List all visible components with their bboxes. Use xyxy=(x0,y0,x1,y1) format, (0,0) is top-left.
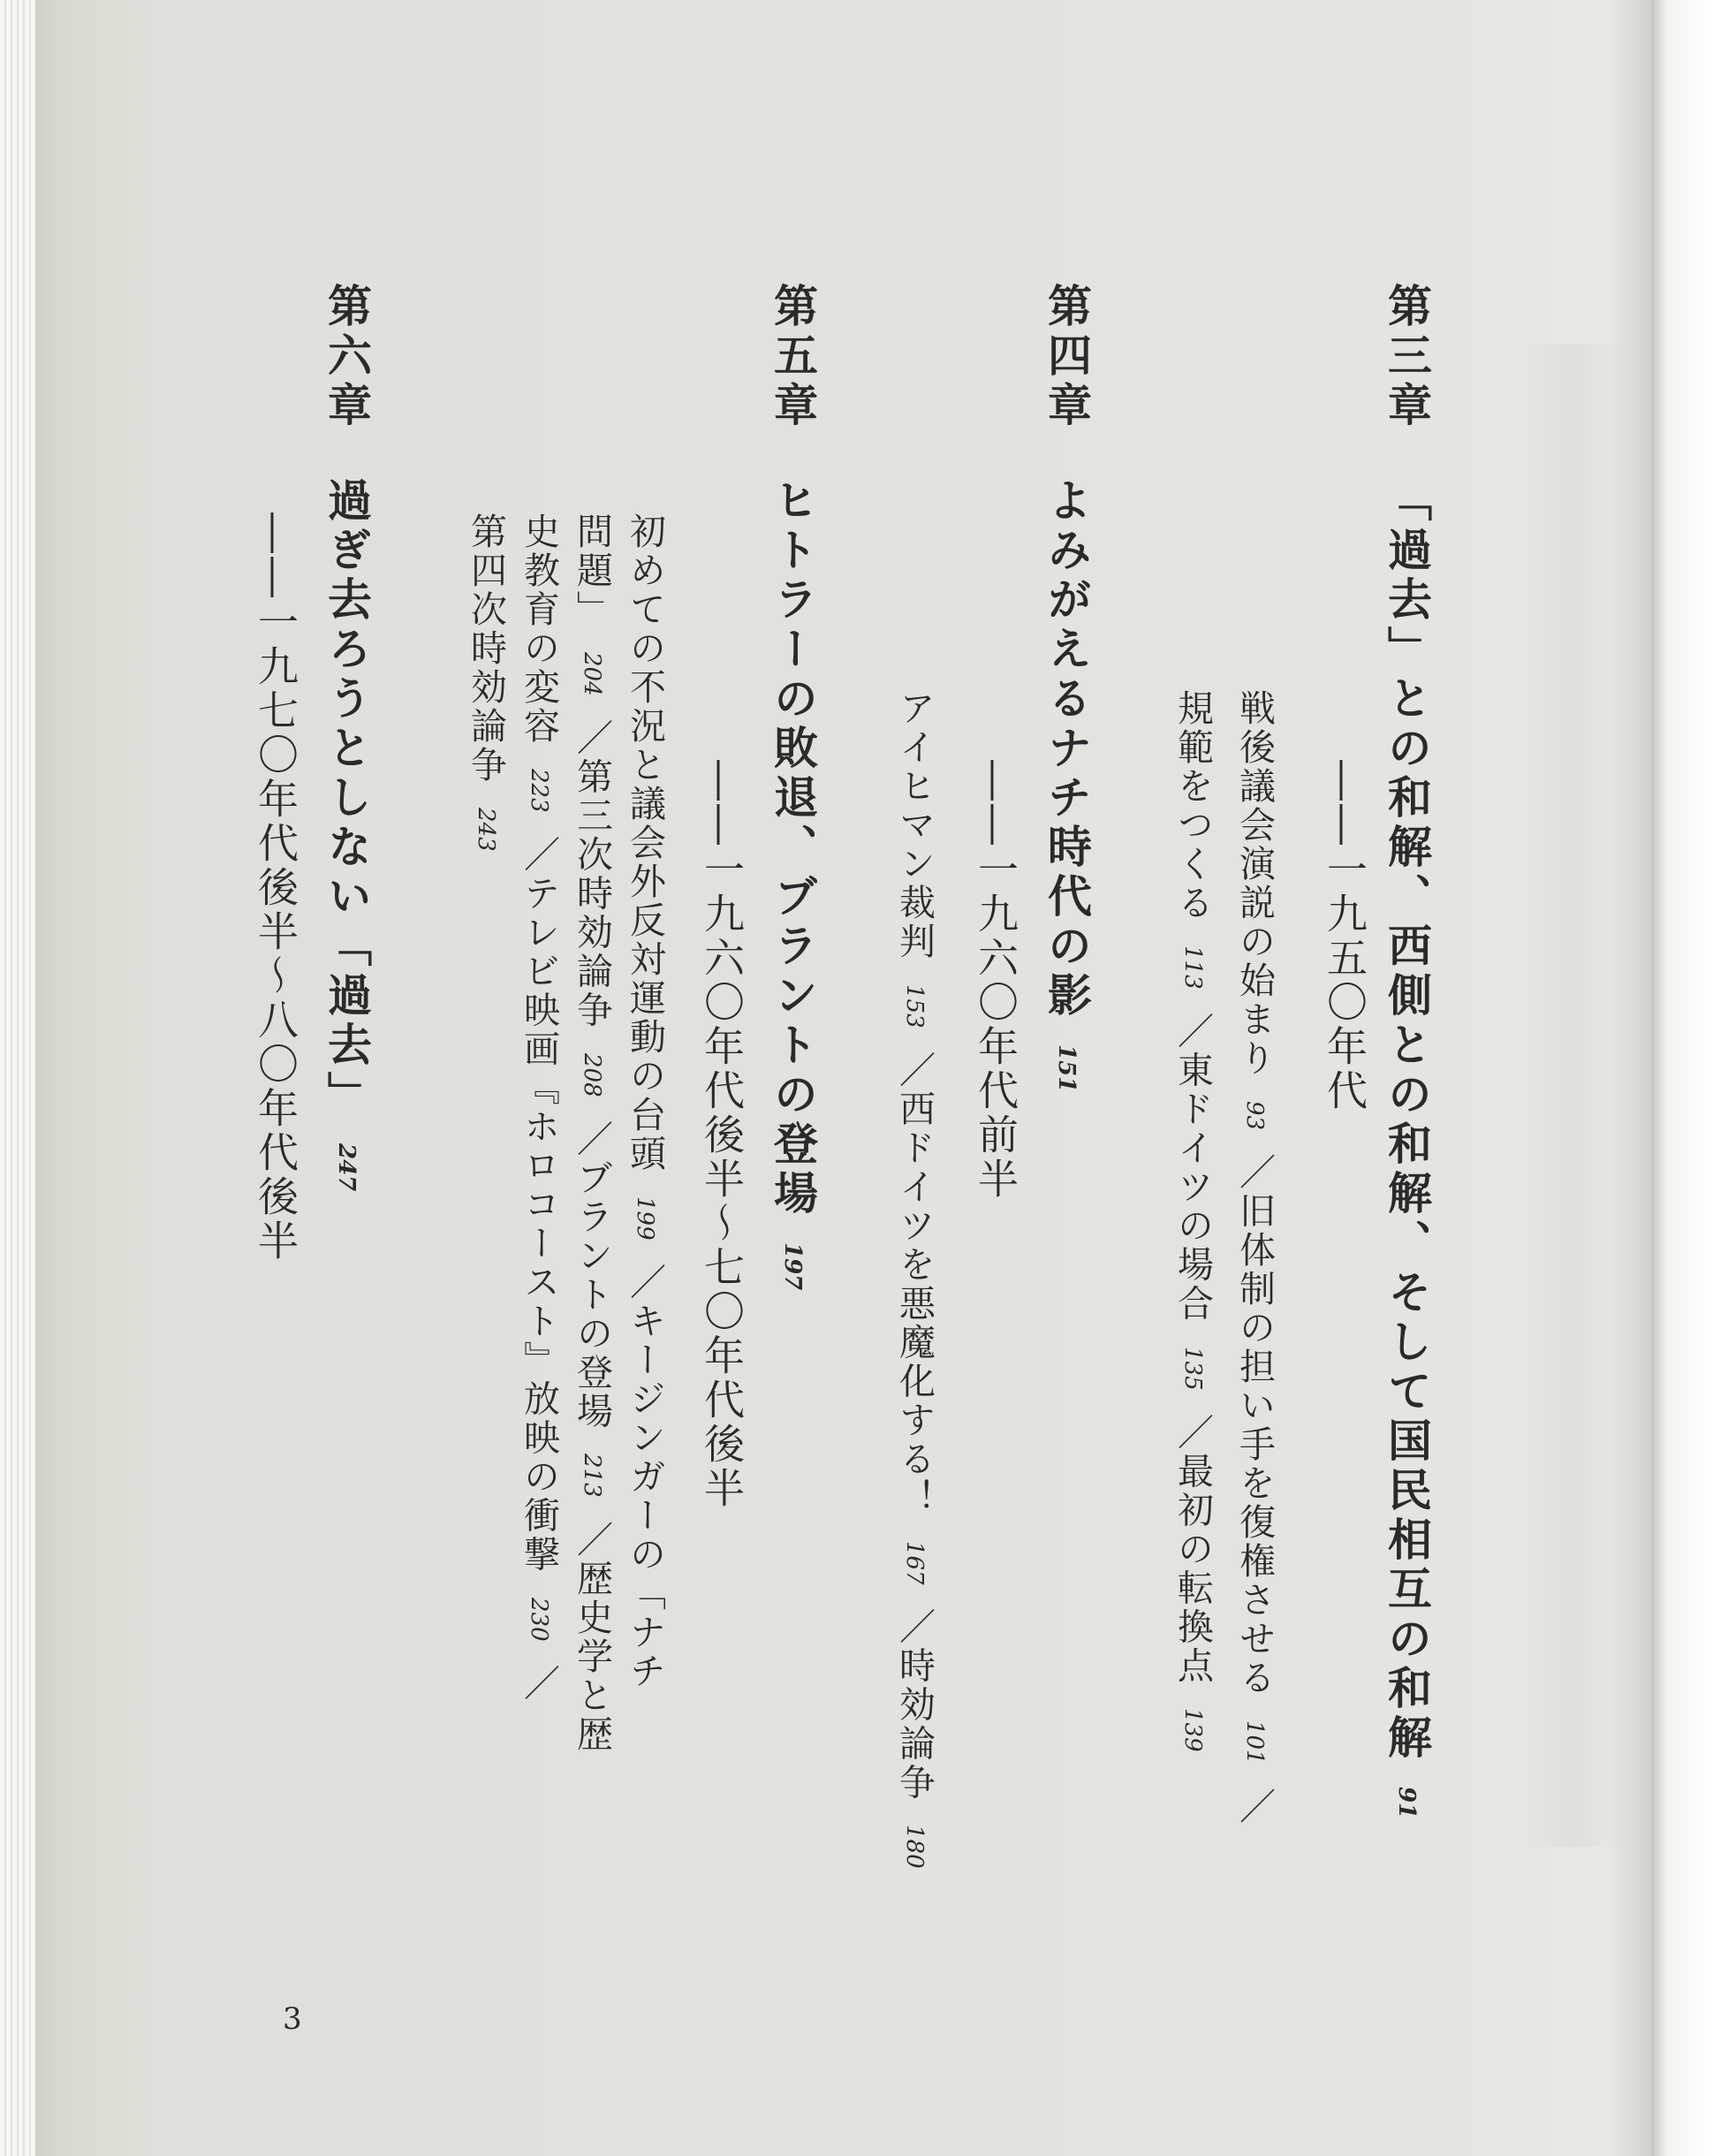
chapter-4-sections-line-1 xyxy=(892,689,936,1892)
chapter-title: 「過去」との和解、西側との和解、そして国民相互の和解 xyxy=(1381,477,1433,1764)
page-number: 223 xyxy=(526,769,552,813)
separator: ／ xyxy=(893,1607,936,1647)
page-number: 135 xyxy=(1179,1346,1206,1391)
section-title: 旧体制の担い手を復権させる xyxy=(1233,1192,1276,1698)
chapter-5-heading xyxy=(767,283,819,1313)
separator: ／ xyxy=(518,1664,560,1704)
section-title: 第四次時効論争 xyxy=(465,512,507,785)
separator: ／ xyxy=(624,1263,666,1302)
separator: ／ xyxy=(1171,1413,1214,1453)
section-title: 歴史学と歴 xyxy=(571,1559,613,1754)
page-number: 230 xyxy=(526,1597,552,1642)
page-number: 139 xyxy=(1179,1708,1206,1752)
separator: ／ xyxy=(1233,1787,1276,1826)
separator: ／ xyxy=(571,1120,613,1159)
chapter-title: よみがえるナチ時代の影 xyxy=(1041,477,1093,1021)
section-title: 西ドイツを悪魔化する！ xyxy=(893,1089,936,1518)
chapter-4-heading xyxy=(1041,283,1093,1115)
chapter-6-subtitle: ――一九七〇年代後半～八〇年代後半 xyxy=(252,512,299,1264)
show-through-shadow xyxy=(1520,345,1626,1847)
chapter-label: 第五章 xyxy=(767,283,819,431)
chapter-4-subtitle: ――一九六〇年代前半 xyxy=(972,760,1019,1202)
chapter-5-subtitle: ――一九六〇年代後半～七〇年代後半 xyxy=(698,760,746,1511)
page-gutter xyxy=(1651,0,1713,2156)
page-number: 167 xyxy=(901,1540,928,1585)
page-number: 113 xyxy=(1179,945,1206,990)
chapter-title: ヒトラーの敗退、ブラントの登場 xyxy=(767,477,819,1219)
separator: ／ xyxy=(571,1520,613,1560)
chapter-5-sections-line-1 xyxy=(623,512,667,1691)
section-title: 東ドイツの場合 xyxy=(1171,1051,1214,1324)
separator: ／ xyxy=(893,1051,936,1090)
page-stack-edge xyxy=(0,0,35,2156)
page-number: 208 xyxy=(579,1052,605,1097)
section-title: 第三次時効論争 xyxy=(571,757,613,1030)
separator: ／ xyxy=(571,718,613,758)
page-number: 247 xyxy=(333,1143,360,1192)
page-number: 213 xyxy=(579,1454,605,1498)
page-number: 91 xyxy=(1393,1787,1420,1819)
section-title: 規範をつくる xyxy=(1171,689,1214,922)
chapter-3-heading xyxy=(1381,283,1433,1841)
page-number: 204 xyxy=(579,652,605,696)
chapter-label: 第四章 xyxy=(1041,283,1093,431)
page-number: 180 xyxy=(901,1825,928,1869)
section-title: キージンガーの「ナチ xyxy=(624,1302,666,1691)
page-number: 151 xyxy=(1053,1044,1080,1093)
chapter-label: 第三章 xyxy=(1381,283,1433,431)
section-title: アイヒマン裁判 xyxy=(893,689,936,961)
chapter-3-subtitle: ――一九五〇年代 xyxy=(1321,760,1368,1113)
page-number: 199 xyxy=(632,1196,658,1241)
page-number: 243 xyxy=(473,808,499,852)
page-number: 101 xyxy=(1241,1720,1268,1765)
section-title: 最初の転換点 xyxy=(1171,1452,1214,1686)
chapter-3-sections-line-1 xyxy=(1232,689,1277,1826)
page-folio: 3 xyxy=(283,2001,302,2037)
section-title: 時効論争 xyxy=(893,1646,936,1803)
chapter-6-heading xyxy=(321,283,373,1214)
section-title: 戦後議会演説の始まり xyxy=(1233,689,1276,1078)
chapter-3-sections-line-2 xyxy=(1171,689,1215,1775)
chapter-title: 過ぎ去ろうとしない「過去」 xyxy=(321,477,373,1120)
page-number: 197 xyxy=(779,1242,806,1291)
section-title: 問題」 xyxy=(571,512,613,629)
section-title: ブラントの登場 xyxy=(571,1158,613,1431)
page-number: 153 xyxy=(901,984,928,1029)
separator: ／ xyxy=(1233,1153,1276,1193)
chapter-5-sections-line-2 xyxy=(570,512,614,1754)
separator: ／ xyxy=(1171,1012,1214,1051)
section-title: 初めての不況と議会外反対運動の台頭 xyxy=(624,512,666,1173)
chapter-label: 第六章 xyxy=(321,283,373,431)
chapter-5-sections-line-4 xyxy=(464,512,508,875)
section-title: テレビ映画『ホロコースト』放映の衝撃 xyxy=(518,874,560,1575)
page-number: 93 xyxy=(1241,1101,1268,1131)
section-title: 史教育の変容 xyxy=(518,512,560,746)
chapter-5-sections-line-3 xyxy=(517,512,561,1703)
separator: ／ xyxy=(518,835,560,875)
